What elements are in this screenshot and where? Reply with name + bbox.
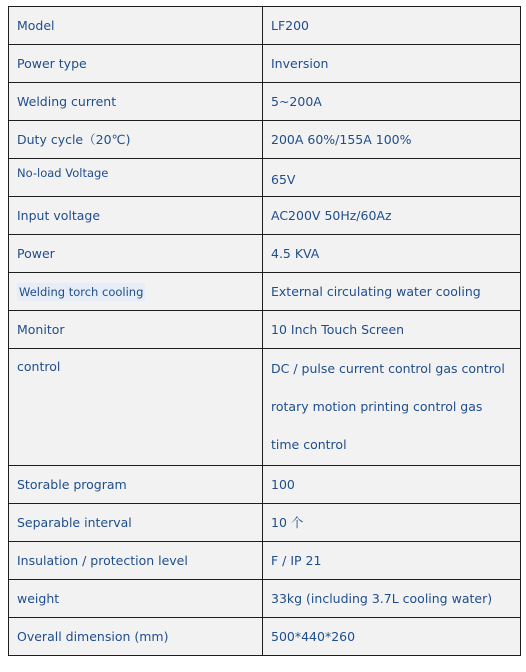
spec-value: AC200V 50Hz/60Az [263,197,521,235]
spec-label: No-load Voltage [9,159,263,197]
spec-label: Model [9,7,263,45]
spec-label: Power type [9,45,263,83]
spec-label: weight [9,580,263,618]
table-row [9,197,521,235]
table-row [9,311,521,349]
spec-value: DC / pulse current control gas control rotary motion printing control gas time control [263,349,521,466]
table-row [9,83,521,121]
spec-label: control [9,349,263,466]
spec-value: 200A 60%/155A 100% [263,121,521,159]
spec-label: Duty cycle（20℃) [9,121,263,159]
spec-value: F / IP 21 [263,542,521,580]
table-row [9,618,521,656]
spec-value: 4.5 KVA [263,235,521,273]
table-row [9,273,521,311]
spec-value: 5~200A [263,83,521,121]
spec-label: Storable program [9,466,263,504]
spec-value: 100 [263,466,521,504]
spec-value: 10 个 [263,504,521,542]
table-row [9,349,521,466]
table-row [9,542,521,580]
table-row [9,159,521,197]
spec-value: External circulating water cooling [263,273,521,311]
table-row [9,235,521,273]
spec-value: LF200 [263,7,521,45]
table-row [9,121,521,159]
table-row [9,7,521,45]
spec-value: 10 Inch Touch Screen [263,311,521,349]
spec-label: Input voltage [9,197,263,235]
spec-label: Welding current [9,83,263,121]
spec-label: Power [9,235,263,273]
spec-value: 500*440*260 [263,618,521,656]
table-row [9,580,521,618]
spec-label: Insulation / protection level [9,542,263,580]
specification-table [8,6,521,656]
spec-label-text: Welding torch cooling [19,284,144,299]
spec-label: Overall dimension (mm) [9,618,263,656]
spec-value: 33kg (including 3.7L cooling water) [263,580,521,618]
spec-value: Inversion [263,45,521,83]
table-row [9,45,521,83]
table-row [9,504,521,542]
table-row [9,466,521,504]
spec-label [9,273,263,311]
spec-label: Separable interval [9,504,263,542]
spec-value: 65V [263,159,521,197]
spec-label: Monitor [9,311,263,349]
